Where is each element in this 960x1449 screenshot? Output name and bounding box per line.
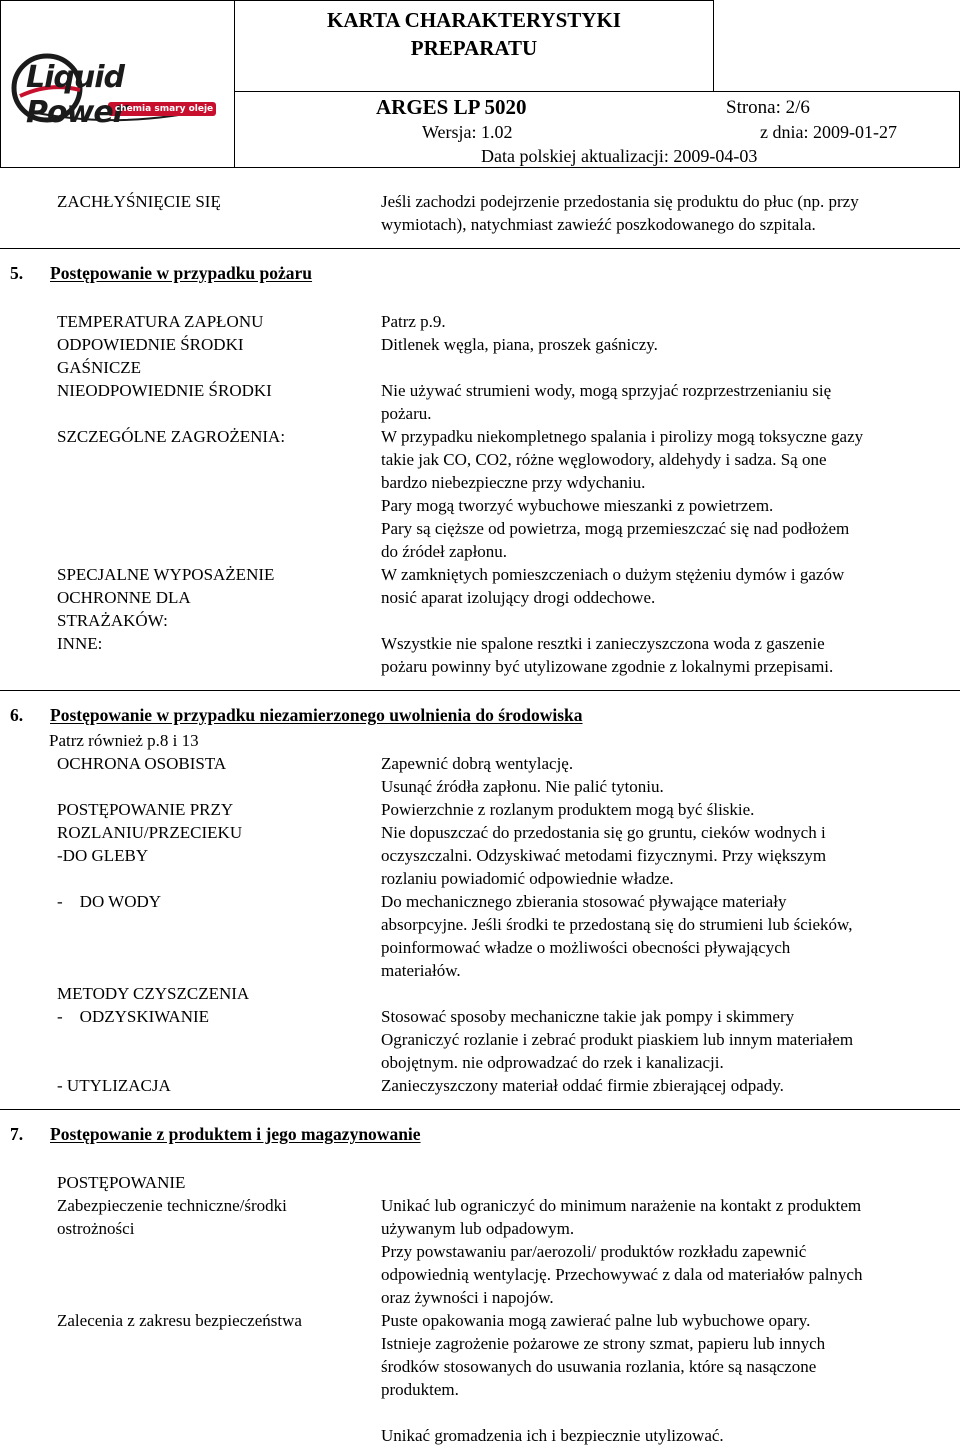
field-label: ostrożności — [57, 1219, 135, 1238]
field-value-line: Puste opakowania mogą zawierać palne lub wybuchowe opary. — [381, 1311, 811, 1330]
intro-row — [0, 215, 960, 238]
table-row — [0, 542, 960, 565]
field-label: NIEODPOWIEDNIE ŚRODKI — [57, 381, 272, 400]
field-value-line: takie jak CO, CO2, różne węglowodory, aldehydy i sadza. Są one — [381, 450, 827, 469]
field-value-line: środków stosowanych do usuwania rozlania, które są nasączone — [381, 1357, 817, 1376]
section-number: 5. — [10, 263, 24, 283]
field-value-line: Zapewnić dobrą wentylację. — [381, 754, 574, 773]
field-label: OCHRONNE DLA — [57, 588, 191, 607]
table-row — [0, 1030, 960, 1053]
field-label: TEMPERATURA ZAPŁONU — [57, 312, 264, 331]
field-value-line: poinformować władze o możliwości obecności pływających — [381, 938, 791, 957]
field-label: POSTĘPOWANIE — [57, 1173, 186, 1192]
table-row — [0, 450, 960, 473]
field-value-line: nosić aparat izolujący drogi oddechowe. — [381, 588, 656, 607]
table-row — [0, 1334, 960, 1357]
field-value-line: Ditlenek węgla, piana, proszek gaśniczy. — [381, 335, 658, 354]
table-row — [0, 519, 960, 542]
field-label: INNE: — [57, 634, 103, 653]
field-label: METODY CZYSZCZENIA — [57, 984, 250, 1003]
field-value-line: obojętnym. nie odprowadzać do rzek i kanalizacji. — [381, 1053, 724, 1072]
field-value-line: Nie dopuszczać do przedostania się go gruntu, cieków wodnych i — [381, 823, 826, 842]
field-value-line: Usunąć źródła zapłonu. Nie palić tytoniu. — [381, 777, 664, 796]
divider — [0, 1109, 960, 1110]
field-value-line: Stosować sposoby mechaniczne takie jak pompy i skimmery — [381, 1007, 795, 1026]
table-row — [0, 915, 960, 938]
table-row — [0, 634, 960, 657]
field-label: ROZLANIU/PRZECIEKU — [57, 823, 243, 842]
field-value-line: używanym lub odpadowym. — [381, 1219, 575, 1238]
table-row — [0, 892, 960, 915]
field-label: - UTYLIZACJA — [57, 1076, 171, 1095]
table-row — [0, 823, 960, 846]
field-label: GAŚNICZE — [57, 358, 142, 377]
field-value-line: wymiotach), natychmiast zawieźć poszkodowanego do szpitala. — [381, 215, 816, 234]
table-row — [0, 1196, 960, 1219]
field-label: Zabezpieczenie techniczne/środki — [57, 1196, 287, 1215]
field-value-line: oraz żywności i napojów. — [381, 1288, 554, 1307]
table-row — [0, 381, 960, 404]
document-title: KARTA CHARAKTERYSTYKI — [327, 8, 621, 32]
table-row — [0, 846, 960, 869]
field-value-line: odpowiednią wentylację. Przechowywać z dala od materiałów palnych — [381, 1265, 863, 1284]
table-row — [0, 1173, 960, 1196]
table-row — [0, 657, 960, 680]
section-6-heading — [10, 705, 583, 726]
table-row — [0, 961, 960, 984]
table-row — [0, 1007, 960, 1030]
field-value-line: Przy powstawaniu par/aerozoli/ produktów rozkładu zapewnić — [381, 1242, 807, 1261]
field-value-line: Zanieczyszczony materiał oddać firmie zbierającej odpady. — [381, 1076, 784, 1095]
field-value-line: Do mechanicznego zbierania stosować pływające materiały — [381, 892, 787, 911]
table-row — [0, 777, 960, 800]
document-subtitle: PREPARATU — [410, 36, 538, 60]
section-5-heading — [10, 263, 312, 284]
table-row — [0, 1076, 960, 1099]
table-row — [0, 984, 960, 1007]
table-row — [0, 1242, 960, 1265]
divider — [0, 248, 960, 249]
section-title: Postępowanie w przypadku niezamierzonego uwolnienia do środowiska — [50, 705, 583, 725]
field-value-line: W przypadku niekompletnego spalania i pirolizy mogą toksyczne gazy — [381, 427, 864, 446]
table-row — [0, 938, 960, 961]
field-value-line: Jeśli zachodzi podejrzenie przedostania się produktu do płuc (np. przy — [381, 192, 859, 211]
field-value-line: rozlaniu powiadomić odpowiednie władze. — [381, 869, 674, 888]
table-row — [0, 869, 960, 892]
section-title: Postępowanie z produktem i jego magazynowanie — [50, 1124, 421, 1144]
field-value-line: do źródeł zapłonu. — [381, 542, 508, 561]
field-label: ZACHŁYŚNIĘCIE SIĘ — [57, 192, 221, 211]
field-label: STRAŻAKÓW: — [57, 611, 168, 630]
field-label: SPECJALNE WYPOSAŻENIE — [57, 565, 275, 584]
field-value-line: pożaru. — [381, 404, 432, 423]
field-label: - ODZYSKIWANIE — [57, 1007, 210, 1026]
version: Wersja: 1.02 — [422, 122, 513, 142]
table-row — [0, 588, 960, 611]
table-row — [0, 1053, 960, 1076]
field-label: Zalecenia z zakresu bezpieczeństwa — [57, 1311, 302, 1330]
field-value-line: bardzo niebezpieczne przy wdychaniu. — [381, 473, 646, 492]
table-row — [0, 1219, 960, 1242]
table-row — [0, 404, 960, 427]
field-value-line: materiałów. — [381, 961, 461, 980]
field-label: SZCZEGÓLNE ZAGROŻENIA: — [57, 427, 286, 446]
field-label: -DO GLEBY — [57, 846, 149, 865]
field-value-line: Ograniczyć rozlanie i zebrać produkt piaskiem lub innym materiałem — [381, 1030, 854, 1049]
field-value-line: Nie używać strumieni wody, mogą sprzyjać rozprzestrzenianiu się — [381, 381, 832, 400]
field-label: POSTĘPOWANIE PRZY — [57, 800, 234, 819]
logo-text: Liquid Power — [26, 60, 127, 130]
table-row — [0, 754, 960, 777]
field-value-line: Istnieje zagrożenie pożarowe ze strony szmat, papieru lub innych — [381, 1334, 826, 1353]
table-row — [0, 1380, 960, 1403]
table-row — [0, 496, 960, 519]
field-value-line: Patrz p.9. — [381, 312, 446, 331]
table-row — [0, 565, 960, 588]
table-row — [0, 312, 960, 335]
table-row — [0, 1288, 960, 1311]
section-number: 7. — [10, 1124, 24, 1144]
field-value-line: Wszystkie nie spalone resztki i zanieczyszczona woda z gaszenie — [381, 634, 825, 653]
table-row — [0, 358, 960, 381]
company-logo — [10, 52, 225, 130]
field-value-line: absorpcyjne. Jeśli środki te przedostaną się do strumieni lub ścieków, — [381, 915, 853, 934]
table-row — [0, 1311, 960, 1334]
table-row — [0, 1357, 960, 1380]
section-7-heading — [10, 1124, 421, 1145]
section-number: 6. — [10, 705, 24, 725]
field-value-line: Pary mogą tworzyć wybuchowe mieszanki z powietrzem. — [381, 496, 774, 515]
divider — [0, 690, 960, 691]
table-row — [0, 335, 960, 358]
update-date: Data polskiej aktualizacji: 2009-04-03 — [481, 146, 758, 166]
section-title: Postępowanie w przypadku pożaru — [50, 263, 313, 283]
field-value-line: produktem. — [381, 1380, 459, 1399]
intro-row — [0, 192, 960, 215]
product-name: ARGES LP 5020 — [376, 95, 527, 119]
field-value-line: Unikać lub ograniczyć do minimum narażenie na kontakt z produktem — [381, 1196, 862, 1215]
field-value-line: W zamkniętych pomieszczeniach o dużym stężeniu dymów i gazów — [381, 565, 845, 584]
table-row — [0, 427, 960, 450]
field-value-line: oczyszczalni. Odzyskiwać metodami fizycznymi. Przy większym — [381, 846, 827, 865]
logo-tagline: chemia smary oleje — [114, 104, 214, 114]
field-value-line: pożaru powinny być utylizowane zgodnie z lokalnymi przepisami. — [381, 657, 834, 676]
field-value-line: Unikać gromadzenia ich i bezpiecznie utylizować. — [381, 1426, 724, 1445]
see-also-note: Patrz również p.8 i 13 — [49, 731, 199, 750]
table-row — [0, 473, 960, 496]
field-label: ODPOWIEDNIE ŚRODKI — [57, 335, 244, 354]
field-label: - DO WODY — [57, 892, 162, 911]
table-row — [0, 800, 960, 823]
table-row — [0, 1265, 960, 1288]
table-row — [0, 611, 960, 634]
field-value-line: Powierzchnie z rozlanym produktem mogą być śliskie. — [381, 800, 755, 819]
version-date: z dnia: 2009-01-27 — [760, 122, 897, 142]
field-value-line: Pary są cięższe od powietrza, mogą przemieszczać się nad podłożem — [381, 519, 850, 538]
page-number: Strona: 2/6 — [726, 97, 810, 118]
field-label: OCHRONA OSOBISTA — [57, 754, 227, 773]
